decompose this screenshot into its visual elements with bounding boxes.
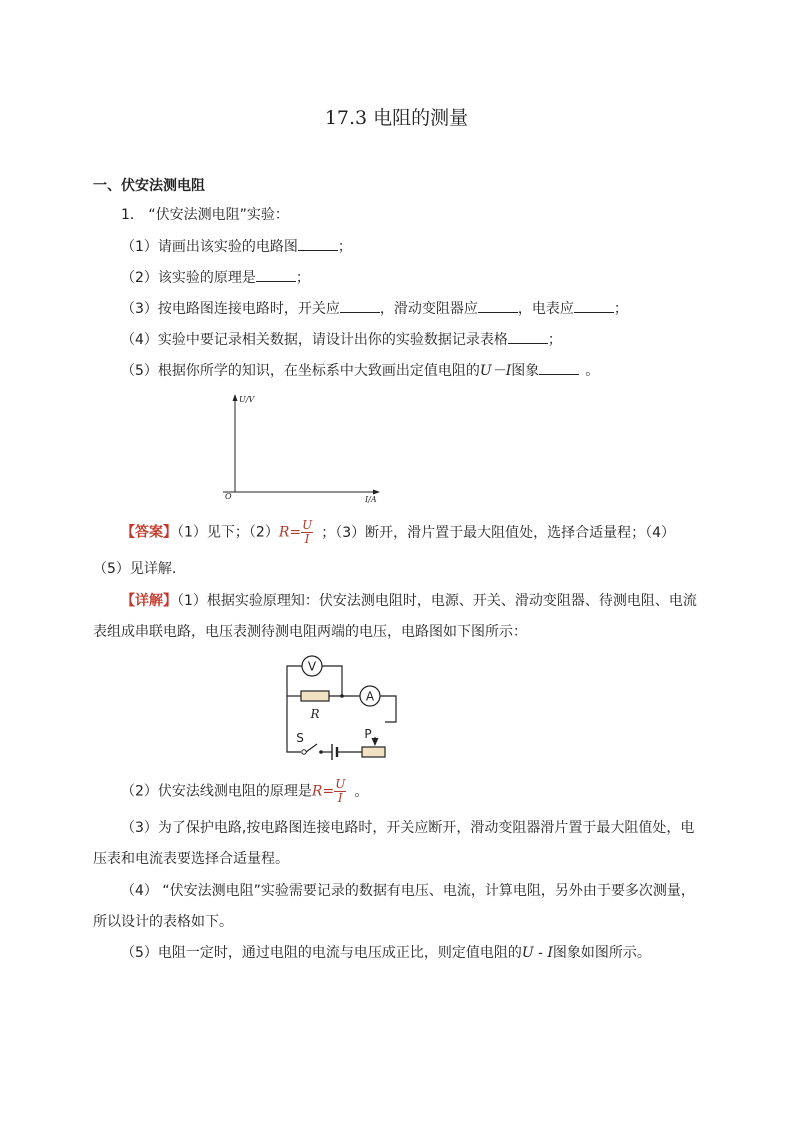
q3-text-c: ，电表应 (517, 301, 574, 317)
detail-para-3a: （3）为了保护电路,按电路图连接电路时，开关应断开，滑动变阻器滑片置于最大阻值处，电 (121, 820, 695, 836)
detail-text: （2）伏安法线测电阻的原理是 (121, 783, 312, 800)
detail-tag: 【详解】 (121, 593, 177, 609)
switch-label: S (296, 731, 304, 745)
ui-axes-diagram (215, 388, 395, 508)
q4-text: （4）实验中要记录相关数据，请设计出你的实验数据记录表格 (121, 332, 508, 348)
answer-line-1 (121, 519, 675, 546)
resistor-r (301, 691, 329, 701)
wire (380, 696, 396, 722)
origin-label: O (225, 492, 232, 501)
semicolon: ； (547, 332, 562, 348)
ui-symbol: U - I (521, 945, 553, 961)
question-part-4 (121, 329, 562, 350)
semicolon: ； (295, 270, 310, 286)
detail-text: （1）根据实验原理知：伏安法测电阻时，电源、开关、滑动变阻器、待测电阻、电流 (177, 593, 697, 609)
detail-para-4b: 所以设计的表格如下。 (93, 914, 233, 930)
fraction-u-over-i: $\frac{U}{I}$ (302, 518, 313, 546)
answer-blank (539, 360, 579, 375)
answer-blank (478, 298, 518, 313)
period: 。 (354, 783, 369, 800)
wire (287, 666, 302, 696)
switch-contact (319, 750, 323, 754)
answer-blank (508, 329, 548, 344)
detail-para-1a (121, 591, 697, 611)
page-title: 17.3 电阻的测量 (324, 107, 469, 129)
detail-para-1b: 表组成串联电路，电压表测待测电阻两端的电压，电路图如下图所示： (93, 624, 527, 640)
formula-r: R= (278, 524, 302, 541)
answer-blank (340, 298, 380, 313)
question-stem: 1． “伏安法测电阻”实验： (121, 207, 289, 223)
q3-text-a: （3）按电路图连接电路时，开关应 (121, 301, 340, 317)
circuit-diagram (270, 652, 410, 764)
answer-text-1: （1）见下；（2） (177, 524, 279, 541)
slider-arrow-icon (372, 738, 379, 746)
detail-text: 图象如图所示。 (552, 945, 651, 961)
answer-line-2: （5）见详解. (93, 561, 177, 577)
q5-text-b: 图象 (511, 363, 540, 379)
q5-ui-symbol: U－I (479, 363, 512, 379)
switch-contact (302, 750, 306, 754)
answer-text-2: ；（3）断开，滑片置于最大阻值处，选择合适量程；（4） (321, 524, 676, 541)
y-axis-arrow (233, 394, 238, 401)
x-axis-label: I/A (365, 495, 377, 504)
q1-text: （1）请画出该实验的电路图 (121, 239, 298, 255)
voltmeter-label: V (307, 659, 317, 674)
question-part-1 (121, 236, 352, 257)
detail-para-2 (121, 778, 368, 805)
period: 。 (585, 363, 600, 379)
formula-r: R= (311, 783, 335, 800)
question-part-3 (121, 298, 628, 319)
switch-lever (306, 744, 317, 752)
y-axis-label: U/V (239, 395, 255, 404)
semicolon: ； (337, 239, 352, 255)
question-part-2 (121, 267, 310, 288)
q5-text-a: （5）根据你所学的知识，在坐标系中大致画出定值电阻的 (121, 363, 480, 379)
answer-blank (574, 298, 614, 313)
section-heading: 一、伏安法测电阻 (93, 178, 205, 194)
q2-text: （2）该实验的原理是 (121, 270, 256, 286)
detail-para-4a: （4） “伏安法测电阻”实验需要记录的数据有电压、电流，计算电阻，另外由于要多次测量， (121, 883, 695, 899)
detail-para-5 (121, 943, 651, 963)
question-part-5 (121, 360, 599, 381)
fraction-u-over-i: $\frac{U}{I}$ (335, 777, 346, 805)
resistor-label: R (310, 707, 320, 721)
answer-blank (298, 236, 338, 251)
detail-para-3b: 压表和电流表要选择合适量程。 (93, 851, 289, 867)
slider-label: P (364, 727, 372, 741)
semicolon: ； (613, 301, 628, 317)
q3-text-b: ，滑动变阻器应 (379, 301, 478, 317)
rheostat (362, 747, 385, 757)
answer-blank (256, 267, 296, 282)
x-axis-arrow (373, 490, 380, 495)
answer-tag: 【答案】 (121, 524, 177, 541)
ammeter-label: A (365, 689, 375, 704)
junction-dot (340, 694, 344, 698)
detail-text: （5）电阻一定时，通过电阻的电流与电压成正比，则定值电阻的 (121, 945, 522, 961)
